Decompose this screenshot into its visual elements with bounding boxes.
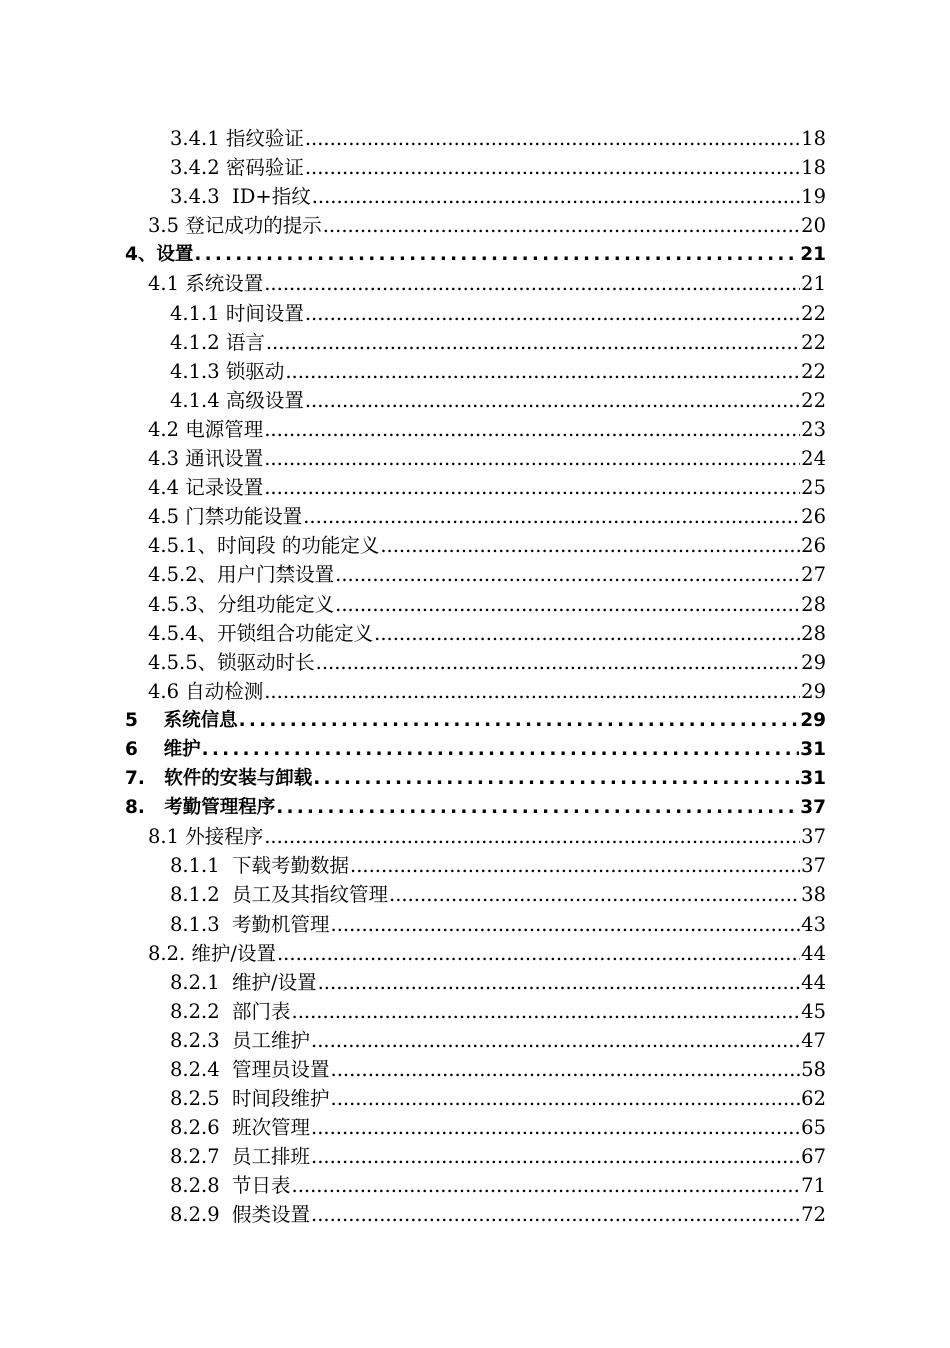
toc-dot-leader (292, 1171, 801, 1200)
toc-dot-leader (316, 648, 801, 677)
toc-entry-title: 8.2.5 时间段维护 (170, 1087, 330, 1111)
toc-entry[interactable] (0, 648, 950, 677)
toc-entry[interactable] (0, 968, 950, 997)
toc-entry-page-number: 20 (801, 214, 826, 238)
toc-entry-title: 8.1.1 下载考勤数据 (170, 854, 350, 878)
toc-entry-title: 8. 考勤管理程序 (125, 797, 276, 819)
toc-entry[interactable] (0, 357, 950, 386)
toc-dot-leader (323, 211, 800, 240)
toc-entry-title: 3.4.2 密码验证 (170, 156, 304, 180)
toc-entry-page-number: 31 (800, 768, 826, 790)
toc-entry-page-number: 22 (801, 359, 826, 383)
toc-entry-page-number: 58 (801, 1058, 826, 1081)
toc-entry[interactable] (0, 211, 950, 240)
toc-entry-page-number: 72 (801, 1203, 826, 1227)
toc-entry-page-number: 22 (801, 388, 826, 412)
toc-entry[interactable] (0, 269, 950, 298)
toc-entry-page-number: 28 (801, 621, 826, 645)
toc-dot-leader (202, 735, 800, 764)
toc-dot-leader (331, 1084, 801, 1113)
toc-entry-title: 3.4.1 指纹验证 (170, 127, 304, 150)
toc-dot-leader (285, 357, 800, 386)
toc-dot-leader (350, 851, 800, 880)
toc-entry-title: 4.1 系统设置 (148, 272, 264, 296)
toc-entry[interactable] (0, 619, 950, 648)
toc-entry-title: 4.1.3 锁驱动 (170, 359, 285, 383)
toc-entry[interactable] (0, 764, 950, 793)
toc-entry-title: 8.2.7 员工排班 (170, 1145, 311, 1169)
toc-dot-leader (266, 328, 800, 357)
toc-entry-page-number: 22 (801, 301, 826, 325)
toc-entry-page-number: 28 (801, 592, 826, 616)
toc-entry-page-number: 22 (801, 330, 826, 354)
toc-entry-title: 8.1.3 考勤机管理 (170, 912, 330, 936)
toc-dot-leader (239, 706, 800, 735)
toc-entry-page-number: 29 (801, 650, 826, 674)
toc-entry-page-number: 38 (801, 883, 826, 907)
toc-entry[interactable] (0, 1113, 950, 1142)
toc-dot-leader (276, 793, 799, 822)
toc-dot-leader (335, 560, 800, 589)
toc-entry[interactable] (0, 415, 950, 444)
toc-entry[interactable] (0, 1200, 950, 1229)
toc-dot-leader (264, 473, 800, 502)
toc-dot-leader (264, 822, 800, 851)
toc-entry-page-number: 37 (801, 825, 826, 849)
toc-entry[interactable] (0, 997, 950, 1026)
toc-entry-title: 4.1.1 时间设置 (170, 301, 304, 325)
toc-dot-leader (303, 502, 800, 531)
toc-entry[interactable] (0, 560, 950, 589)
toc-entry-page-number: 26 (801, 534, 826, 558)
table-of-contents (0, 124, 950, 1230)
toc-entry-page-number: 44 (801, 941, 826, 965)
toc-entry[interactable] (0, 153, 950, 182)
toc-dot-leader (264, 415, 800, 444)
toc-entry-page-number: 71 (801, 1174, 826, 1198)
toc-dot-leader (264, 444, 800, 473)
toc-entry-title: 4、设置 (125, 244, 194, 266)
toc-entry-title: 4.4 记录设置 (148, 476, 264, 500)
toc-entry-title: 8.1 外接程序 (148, 825, 264, 849)
toc-entry-page-number: 29 (801, 679, 826, 703)
toc-dot-leader (335, 590, 800, 619)
toc-dot-leader (264, 677, 800, 706)
toc-entry-page-number: 37 (801, 854, 826, 878)
toc-entry-page-number: 31 (800, 738, 826, 760)
toc-dot-leader (312, 182, 800, 211)
toc-entry-title: 4.1.4 高级设置 (170, 388, 304, 412)
toc-dot-leader (389, 880, 800, 909)
toc-entry-title: 8.2.6 班次管理 (170, 1116, 311, 1140)
toc-entry-title: 8.2.8 节日表 (170, 1174, 291, 1198)
toc-entry-title: 8.2. 维护/设置 (148, 941, 276, 965)
toc-entry-page-number: 21 (800, 244, 826, 266)
toc-entry-title: 4.2 电源管理 (148, 417, 264, 441)
toc-entry[interactable] (0, 328, 950, 357)
toc-entry-title: 4.1.2 语言 (170, 330, 265, 354)
toc-entry-page-number: 47 (801, 1028, 826, 1052)
toc-dot-leader (331, 910, 801, 939)
toc-entry[interactable] (0, 735, 950, 764)
toc-entry-page-number: 45 (801, 999, 826, 1023)
toc-entry-title: 4.5.1、时间段 的功能定义 (148, 534, 380, 558)
toc-entry[interactable] (0, 793, 950, 822)
toc-entry-page-number: 21 (801, 272, 826, 296)
toc-entry-title: 4.5.3、分组功能定义 (148, 592, 335, 616)
toc-dot-leader (380, 531, 800, 560)
toc-dot-leader (311, 1142, 800, 1171)
toc-entry[interactable] (0, 880, 950, 909)
toc-entry-page-number: 67 (801, 1145, 826, 1169)
toc-entry-title: 4.5.2、用户门禁设置 (148, 563, 335, 587)
toc-entry-page-number: 18 (801, 127, 826, 150)
toc-entry[interactable] (0, 182, 950, 211)
toc-entry[interactable] (0, 531, 950, 560)
toc-dot-leader (311, 1200, 800, 1229)
toc-entry[interactable] (0, 851, 950, 880)
toc-entry-title: 5 系统信息 (125, 709, 238, 731)
toc-entry-page-number: 25 (801, 476, 826, 500)
toc-entry[interactable] (0, 386, 950, 415)
toc-entry[interactable] (0, 1142, 950, 1171)
toc-entry[interactable] (0, 1026, 950, 1055)
toc-entry[interactable] (0, 822, 950, 851)
toc-entry[interactable] (0, 677, 950, 706)
toc-entry-page-number: 27 (801, 563, 826, 587)
toc-entry[interactable] (0, 706, 950, 735)
toc-entry-title: 4.5 门禁功能设置 (148, 505, 303, 529)
toc-entry-title: 3.4.3 ID+指纹 (170, 185, 311, 209)
toc-entry[interactable] (0, 299, 950, 328)
toc-dot-leader (305, 124, 800, 153)
toc-entry-title: 4.5.5、锁驱动时长 (148, 650, 315, 674)
toc-entry[interactable] (0, 124, 950, 153)
toc-dot-leader (318, 968, 801, 997)
toc-dot-leader (194, 240, 799, 269)
toc-entry[interactable] (0, 502, 950, 531)
toc-entry[interactable] (0, 1055, 950, 1084)
toc-dot-leader (313, 764, 799, 793)
toc-dot-leader (305, 299, 800, 328)
toc-entry-title: 4.3 通讯设置 (148, 447, 264, 471)
toc-entry-page-number: 18 (801, 156, 826, 180)
toc-entry-title: 4.5.4、开锁组合功能定义 (148, 621, 374, 645)
toc-entry-page-number: 44 (801, 970, 826, 994)
toc-entry-page-number: 37 (800, 797, 826, 819)
toc-entry-title: 3.5 登记成功的提示 (148, 214, 322, 238)
toc-entry[interactable] (0, 939, 950, 968)
toc-entry-title: 8.2.9 假类设置 (170, 1203, 311, 1227)
toc-dot-leader (311, 1026, 800, 1055)
toc-entry-page-number: 43 (801, 912, 826, 936)
toc-entry-title: 8.2.3 员工维护 (170, 1028, 311, 1052)
toc-entry[interactable] (0, 444, 950, 473)
toc-entry-title: 8.2.1 维护/设置 (170, 970, 317, 994)
toc-dot-leader (311, 1113, 800, 1142)
toc-entry[interactable] (0, 910, 950, 939)
toc-entry-title: 8.1.2 员工及其指纹管理 (170, 883, 389, 907)
toc-dot-leader (264, 269, 800, 298)
toc-entry-title: 4.6 自动检测 (148, 679, 264, 703)
toc-entry-title: 7. 软件的安装与卸载 (125, 768, 313, 790)
toc-dot-leader (331, 1055, 801, 1084)
toc-entry-page-number: 19 (801, 185, 826, 209)
toc-dot-leader (305, 386, 800, 415)
toc-dot-leader (305, 153, 800, 182)
toc-entry[interactable] (0, 1084, 950, 1113)
toc-dot-leader (292, 997, 801, 1026)
toc-entry[interactable] (0, 1171, 950, 1200)
toc-entry[interactable] (0, 590, 950, 619)
toc-entry-title: 8.2.4 管理员设置 (170, 1058, 330, 1081)
toc-entry-page-number: 23 (801, 417, 826, 441)
toc-entry[interactable] (0, 473, 950, 502)
toc-dot-leader (277, 939, 800, 968)
toc-entry-title: 6 维护 (125, 738, 201, 760)
toc-dot-leader (374, 619, 800, 648)
toc-entry-title: 8.2.2 部门表 (170, 999, 291, 1023)
toc-entry-page-number: 62 (801, 1087, 826, 1111)
toc-entry-page-number: 24 (801, 447, 826, 471)
toc-entry-page-number: 29 (800, 709, 826, 731)
toc-entry-page-number: 65 (801, 1116, 826, 1140)
toc-entry-page-number: 26 (801, 505, 826, 529)
toc-entry[interactable] (0, 240, 950, 269)
